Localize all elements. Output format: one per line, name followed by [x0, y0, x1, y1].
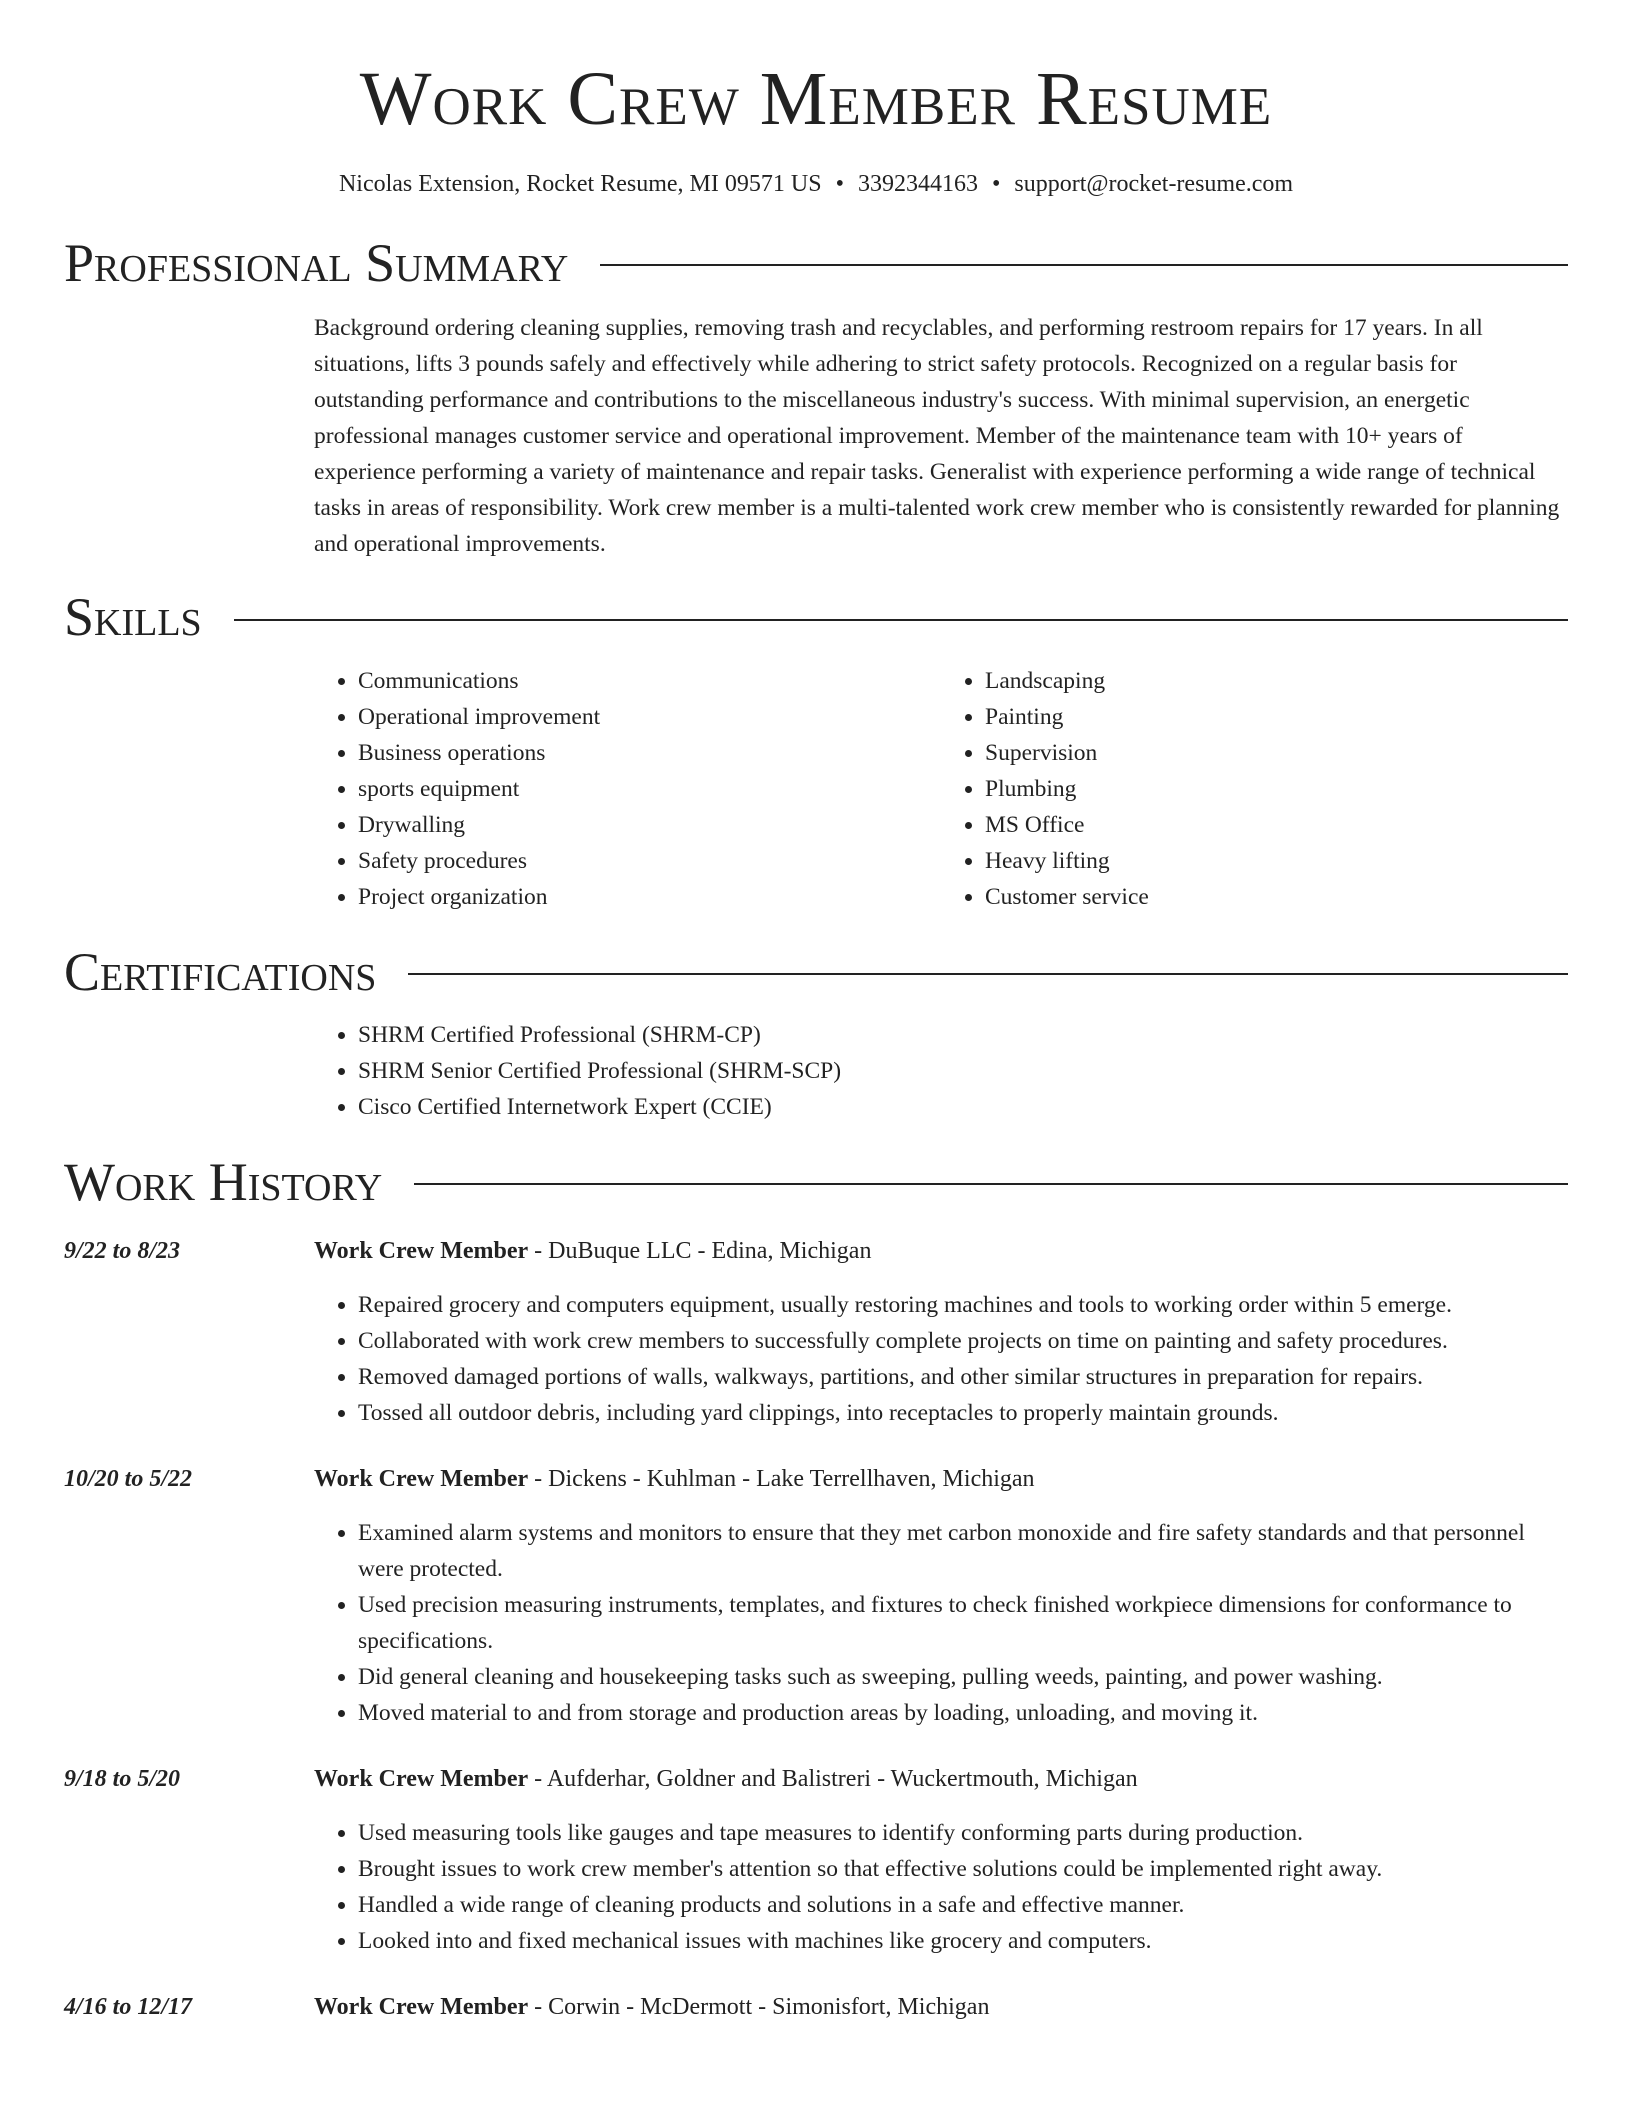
job-employer-location: - Corwin - McDermott - Simonisfort, Michigan: [528, 1993, 990, 2020]
certification-item: • Cisco Certified Internetwork Expert (CCIE): [358, 1089, 1568, 1125]
job-title: Work Crew Member: [314, 1237, 529, 1264]
contact-separator: •: [835, 170, 844, 197]
skill-item: • MS Office: [985, 807, 1568, 843]
skill-item: • Customer service: [985, 879, 1568, 915]
job-title: Work Crew Member: [314, 1765, 529, 1792]
job-bullet: • Removed damaged portions of walls, walkways, partitions, and other similar structures in preparation for repairs.: [358, 1359, 1568, 1395]
certification-item: • SHRM Certified Professional (SHRM-CP): [358, 1017, 1568, 1053]
certification-item: • SHRM Senior Certified Professional (SHRM-SCP): [358, 1053, 1568, 1089]
section-divider: [408, 973, 1568, 975]
contact-email: support@rocket-resume.com: [1014, 170, 1294, 197]
job-dates: 4/16 to 12/17: [64, 1993, 193, 2020]
job-title: Work Crew Member: [314, 1465, 529, 1492]
section-title-skills: Skills: [64, 587, 202, 648]
job-dates: 9/22 to 8/23: [64, 1237, 181, 1264]
skill-item: • Heavy lifting: [985, 843, 1568, 879]
job-heading: [314, 1461, 1035, 1497]
skill-item: • Supervision: [985, 735, 1568, 771]
job-header: [64, 1989, 1568, 2025]
job-employer-location: - Aufderhar, Goldner and Balistreri - Wuckertmouth, Michigan: [528, 1765, 1138, 1792]
summary-text: Background ordering cleaning supplies, removing trash and recyclables, and performing restroom repairs for 17 years. In all situations, lifts 3 pounds safely and effectively while adhering to strict safety protocols. Recognized on a regular basis for outstanding performance and contributions to the miscellaneous industry's success. With minimal supervision, an energetic professional manages customer service and operational improvement. Member of the maintenance team with 10+ years of experience performing a variety of maintenance and repair tasks. Generalist with experience performing a wide range of technical tasks in areas of responsibility. Work crew member is a multi-talented work crew member who is consistently rewarded for planning and operational improvements.: [314, 315, 1560, 558]
job-bullet-list: [314, 1815, 1568, 1959]
job-dates: 10/20 to 5/22: [64, 1465, 193, 1492]
resume-title: Work Crew Member Resume: [359, 57, 1273, 141]
skill-item: • Plumbing: [985, 771, 1568, 807]
skill-item: • Drywalling: [358, 807, 941, 843]
job-dates: 9/18 to 5/20: [64, 1765, 181, 1792]
contact-phone: 3392344163: [857, 170, 978, 197]
job-header: [64, 1461, 1568, 1497]
skill-item: • Project organization: [358, 879, 941, 915]
job-entry: [64, 1761, 1568, 1959]
skills-column-left: [314, 663, 941, 915]
skill-item: • Operational improvement: [358, 699, 941, 735]
job-header: [64, 1761, 1568, 1797]
job-employer-location: - DuBuque LLC - Edina, Michigan: [528, 1237, 872, 1264]
section-header-summary: [64, 232, 1568, 294]
job-bullet-list: [314, 1515, 1568, 1731]
job-bullet: • Collaborated with work crew members to successfully complete projects on time on painting and safety procedures.: [358, 1323, 1568, 1359]
job-heading: [314, 1761, 1138, 1797]
skill-item: • Painting: [985, 699, 1568, 735]
contact-line: [64, 170, 1568, 199]
section-divider: [414, 1183, 1568, 1185]
skill-item: • Safety procedures: [358, 843, 941, 879]
job-heading: [314, 1233, 871, 1269]
section-header-certifications: [64, 941, 1568, 1003]
section-title-work-history: Work History: [64, 1151, 383, 1212]
job-bullet-list: [314, 1287, 1568, 1431]
skills-column-right: [941, 663, 1568, 915]
job-bullet: • Used measuring tools like gauges and tape measures to identify conforming parts during production.: [358, 1815, 1568, 1851]
job-entry: [64, 1989, 1568, 2025]
section-header-skills: [64, 586, 1568, 648]
section-header-work-history: [64, 1151, 1568, 1213]
skill-item: • Landscaping: [985, 663, 1568, 699]
job-bullet: • Brought issues to work crew member's attention so that effective solutions could be implemented right away.: [358, 1851, 1568, 1887]
job-header: [64, 1233, 1568, 1269]
job-bullet: • Moved material to and from storage and production areas by loading, unloading, and moving it.: [358, 1695, 1568, 1731]
job-employer-location: - Dickens - Kuhlman - Lake Terrellhaven, Michigan: [528, 1465, 1035, 1492]
job-bullet: • Used precision measuring instruments, templates, and fixtures to check finished workpiece dimensions for conformance to specifications.: [358, 1587, 1568, 1659]
skill-item: • sports equipment: [358, 771, 941, 807]
job-bullet: • Did general cleaning and housekeeping tasks such as sweeping, pulling weeds, painting, and power washing.: [358, 1659, 1568, 1695]
job-heading: [314, 1989, 989, 2025]
skill-item: • Business operations: [358, 735, 941, 771]
job-bullet: • Handled a wide range of cleaning products and solutions in a safe and effective manner.: [358, 1887, 1568, 1923]
skills-list: [314, 663, 1568, 915]
job-bullet: • Examined alarm systems and monitors to ensure that they met carbon monoxide and fire safety standards and that personnel were protected.: [358, 1515, 1568, 1587]
job-bullet: • Looked into and fixed mechanical issues with machines like grocery and computers.: [358, 1923, 1568, 1959]
job-entry: [64, 1461, 1568, 1731]
section-title-certifications: Certifications: [64, 941, 377, 1002]
job-entry: [64, 1233, 1568, 1431]
section-divider: [234, 619, 1568, 621]
job-bullet: • Repaired grocery and computers equipment, usually restoring machines and tools to working order within 5 emerge.: [358, 1287, 1568, 1323]
certifications-list: [314, 1017, 1568, 1125]
skill-item: • Communications: [358, 663, 941, 699]
section-divider: [600, 264, 1568, 266]
contact-separator: •: [991, 170, 1001, 197]
section-title-summary: Professional Summary: [64, 233, 569, 294]
contact-address: Nicolas Extension, Rocket Resume, MI 09571 US: [338, 170, 822, 197]
job-title: Work Crew Member: [314, 1993, 529, 2020]
job-bullet: • Tossed all outdoor debris, including yard clippings, into receptacles to properly maintain grounds.: [358, 1395, 1568, 1431]
